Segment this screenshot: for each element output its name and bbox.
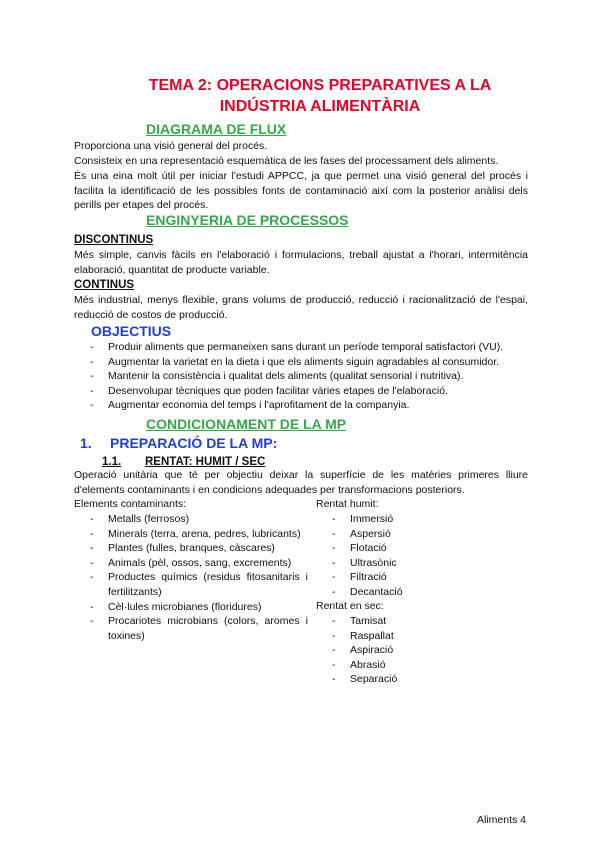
contaminant-item: - Animals (pèl, ossos, sang, excrements)	[74, 556, 308, 571]
contaminant-item: - Metalls (ferrosos)	[74, 512, 308, 527]
contaminant-item: - Productes químics (residus fitosanitaris i fertilitzants)	[74, 570, 308, 599]
contaminant-item: - Plantes (fulles, branques, càscares)	[74, 541, 308, 556]
page-title-line-2: INDÚSTRIA ALIMENTÀRIA	[219, 98, 421, 115]
objectiu-item: - Desenvolupar tècniques que poden facilitar vàries etapes de l'elaboració.	[74, 384, 544, 399]
contaminants-list	[74, 512, 308, 643]
continus-heading: CONTINUS	[74, 279, 135, 291]
rentat-intro: Operació unitària que té per objectiu deixar la superfície de les matèries primeres lliure d'elements contaminants i en condicions adequades per transformacions posteriors.	[74, 469, 528, 496]
rentat-sec-item: - Aspiració	[316, 643, 476, 658]
section-title: PREPARACIÓ DE LA MP:	[110, 435, 278, 451]
contaminant-item: - Procariotes microbians (colors, aromes i toxines)	[74, 614, 308, 643]
rentat-humit-item: - Aspersió	[316, 527, 476, 542]
rentat-humit-label: Rentat humit:	[316, 498, 379, 510]
contaminant-item: - Cèl·lules microbianes (floridures)	[74, 600, 308, 615]
rentat-sec-list	[316, 614, 476, 687]
rentat-humit-item: - Decantació	[316, 585, 476, 600]
rentat-humit-item: - Flotació	[316, 541, 476, 556]
page-title-line-1: TEMA 2: OPERACIONS PREPARATIVES A LA	[148, 77, 492, 94]
enginyeria-heading: ENGINYERIA DE PROCESSOS	[146, 212, 349, 228]
rentat-humit-list	[316, 512, 476, 600]
diagrama-p2: Consisteix en una representació esquemàtica de les fases del processament dels aliments.	[74, 155, 499, 167]
diagrama-p3: És una eina molt útil per iniciar l'estudi APPCC, ja que permet una visió general del procés i facilita la identificació de les possibles fonts de contaminació així com la posterior anàlisi dels perills per etapes del procés.	[74, 170, 528, 211]
objectiu-item: - Augmentar economia del temps i l'aprofitament de la companyia.	[74, 398, 544, 413]
objectiu-item: - Produir aliments que permaneixen sans durant un període temporal satisfactori (VU).	[74, 340, 544, 355]
condicionament-heading: CONDICIONAMENT DE LA MP	[146, 416, 347, 432]
page-footer: Aliments 4	[476, 814, 526, 826]
continus-text: Més industrial, menys flexible, grans volums de producció, reducció i racionalització de l'espai, reducció de costos de producció.	[74, 294, 528, 321]
rentat-sec-item: - Separació	[316, 672, 476, 687]
objectiu-item: - Augmentar la varietat en la dieta i que els aliments siguin agradables al consumidor.	[74, 355, 544, 370]
contaminant-item: - Minerals (terra, arena, pedres, lubricants)	[74, 527, 308, 542]
objectiu-item: - Mantenir la consistència i qualitat dels aliments (qualitat sensorial i nutritiva).	[74, 369, 544, 384]
diagrama-heading: DIAGRAMA DE FLUX	[146, 121, 287, 137]
objectius-heading: OBJECTIUS	[91, 323, 172, 339]
rentat-sec-item: - Raspallat	[316, 629, 476, 644]
rentat-humit-item: - Filtració	[316, 570, 476, 585]
discontinus-text: Més simple, canvis fàcils en l'elaboració i formulacions, treball ajustat a l'horari, intermitència elaboració, quantitat de producte variable.	[74, 249, 528, 276]
subsection-title: RENTAT: HUMIT / SEC	[145, 456, 266, 468]
subsection-number: 1.1.	[102, 456, 122, 468]
rentat-humit-item: - Immersió	[316, 512, 476, 527]
diagrama-p1: Proporciona una visió general del procés.	[74, 140, 268, 152]
discontinus-heading: DISCONTINUS	[74, 234, 154, 246]
rentat-humit-item: - Ultrasònic	[316, 556, 476, 571]
contaminants-label: Elements contaminants:	[74, 498, 187, 510]
rentat-sec-item: - Abrasió	[316, 658, 476, 673]
objectius-list	[74, 340, 544, 413]
rentat-sec-label: Rentat en sec:	[316, 600, 384, 612]
section-number: 1.	[80, 435, 92, 451]
rentat-sec-item: - Tamisat	[316, 614, 476, 629]
